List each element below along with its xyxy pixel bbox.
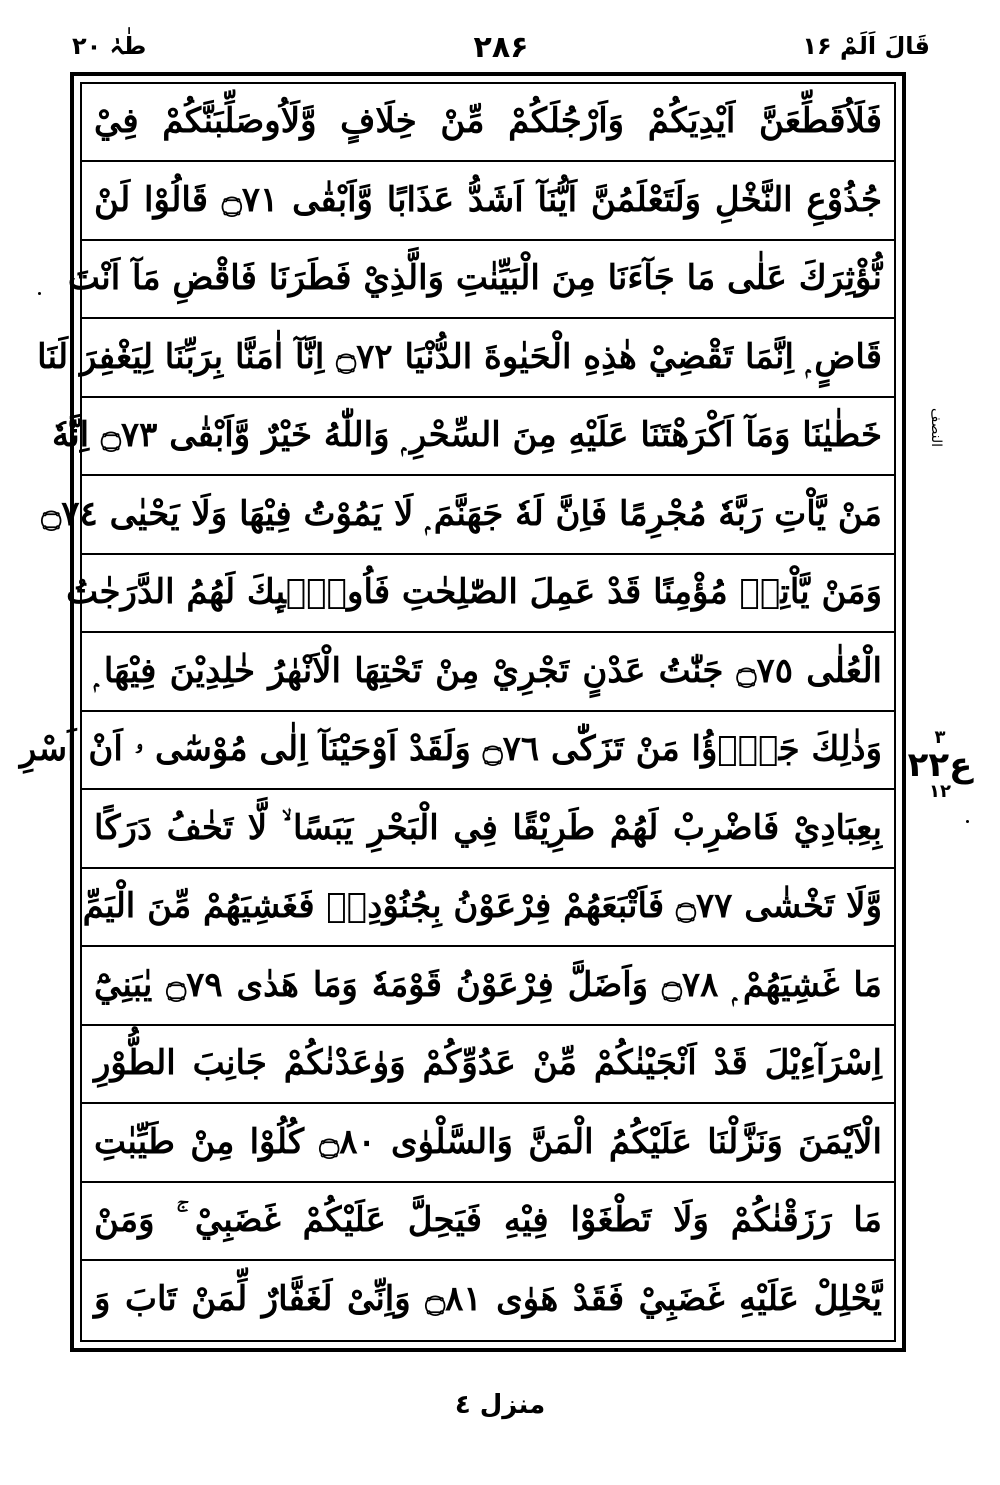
- page-number: ۲۸۶: [473, 30, 529, 65]
- text-line: مَا غَشِيَهُمْ ۭ ۝٧٨ وَاَضَلَّ فِرْعَوْنُ قَوْمَهٗ وَمَا هَدٰى ۝٧٩ يٰبَنِيْٓ: [82, 948, 894, 1026]
- text-line: قَاضٍ ۭ اِنَّمَا تَقْضِيْ هٰذِهِ الْحَيٰوةَ الدُّنْيَا ۝٧٢ اِنَّآ اٰمَنَّا بِرَبِّنَا لِيَغْفِرَ لَنَا: [82, 320, 894, 398]
- text-line: وَمَنْ يَّاْتِهٖ مُؤْمِنًا قَدْ عَمِلَ الصّٰلِحٰتِ فَاُولٰۗىِٕكَ لَهُمُ الدَّرَجٰتُ: [82, 555, 894, 633]
- text-line: جُذُوْعِ النَّخْلِ وَلَتَعْلَمُنَّ اَيُّنَآ اَشَدُّ عَذَابًا وَّاَبْقٰى ۝٧١ قَالُوْا لَنْ: [82, 163, 894, 241]
- text-line: اِسْرَآءِيْلَ قَدْ اَنْجَيْنٰكُمْ مِّنْ عَدُوِّكُمْ وَوٰعَدْنٰكُمْ جَانِبَ الطُّوْرِ: [82, 1026, 894, 1104]
- text-line: وَذٰلِكَ جَزٰۗؤُا مَنْ تَزَكّٰى ۝٧٦ وَلَقَدْ اَوْحَيْنَآ اِلٰى مُوْسٰٓى ۥ اَنْ اَسْرِ: [82, 712, 894, 790]
- stray-dot: [966, 820, 969, 823]
- text-line: مَنْ يَّاْتِ رَبَّهٗ مُجْرِمًا فَاِنَّ لَهٗ جَهَنَّمَ ۭ لَا يَمُوْتُ فِيْهَا وَلَا يَحْيٰى ۝٧٤: [82, 477, 894, 555]
- text-line: خَطٰيٰنَا وَمَآ اَكْرَهْتَنَا عَلَيْهِ مِنَ السِّحْرِ ۭ وَاللّٰهُ خَيْرٌ وَّاَبْقٰى ۝٧٣ اِنَّهٗ: [82, 398, 894, 476]
- ruku-top: ۳: [934, 727, 946, 748]
- manzil-footer: منزل ٤: [454, 1390, 546, 1420]
- text-block: [19, 84, 894, 1340]
- text-line: فَلَاُقَطِّعَنَّ اَيْدِيَكُمْ وَاَرْجُلَكُمْ مِّنْ خِلَافٍ وَّلَاُوصَلِّبَنَّكُمْ فِيْ: [82, 84, 894, 162]
- ruku-marker: [905, 728, 975, 802]
- page-header: [72, 30, 930, 70]
- text-line: الْاَيْمَنَ وَنَزَّلْنَا عَلَيْكُمُ الْمَنَّ وَالسَّلْوٰى ۝٨٠ كُلُوْا مِنْ طَيِّبٰتِ: [82, 1105, 894, 1183]
- text-line: بِعِبَادِيْ فَاضْرِبْ لَهُمْ طَرِيْقًا فِي الْبَحْرِ يَبَسًا ۙ لَّا تَخٰفُ دَرَكًا: [82, 791, 894, 869]
- ruku-bottom: ۱۲: [929, 781, 951, 802]
- text-line: الْعُلٰى ۝٧٥ جَنّٰتُ عَدْنٍ تَجْرِيْ مِنْ تَحْتِهَا الْاَنْهٰرُ خٰلِدِيْنَ فِيْهَا ۭ: [82, 634, 894, 712]
- margin-note: النصف: [928, 408, 944, 448]
- stray-dot: [38, 292, 41, 295]
- text-line: وَّلَا تَخْشٰى ۝٧٧ فَاَتْبَعَهُمْ فِرْعَوْنُ بِجُنُوْدِهٖ فَغَشِيَهُمْ مِّنَ الْيَمِّ: [82, 869, 894, 947]
- text-line: نُّؤْثِرَكَ عَلٰى مَا جَآءَنَا مِنَ الْبَيِّنٰتِ وَالَّذِيْ فَطَرَنَا فَاقْضِ مَآ اَنْتَ: [82, 241, 894, 319]
- ruku-sign: ع۲۲: [907, 745, 973, 785]
- text-line: مَا رَزَقْنٰكُمْ وَلَا تَطْغَوْا فِيْهِ فَيَحِلَّ عَلَيْكُمْ غَضَبِيْ ۚ وَمَنْ: [82, 1183, 894, 1261]
- juz-name: قَالَ اَلَمْ ۱۶: [802, 32, 930, 60]
- surah-name: طٰہٰ ۲۰: [72, 32, 147, 60]
- text-line: يَّحْلِلْ عَلَيْهِ غَضَبِيْ فَقَدْ هَوٰى ۝٨١ وَاِنِّىْ لَغَفَّارٌ لِّمَنْ تَابَ وَ: [94, 1278, 882, 1319]
